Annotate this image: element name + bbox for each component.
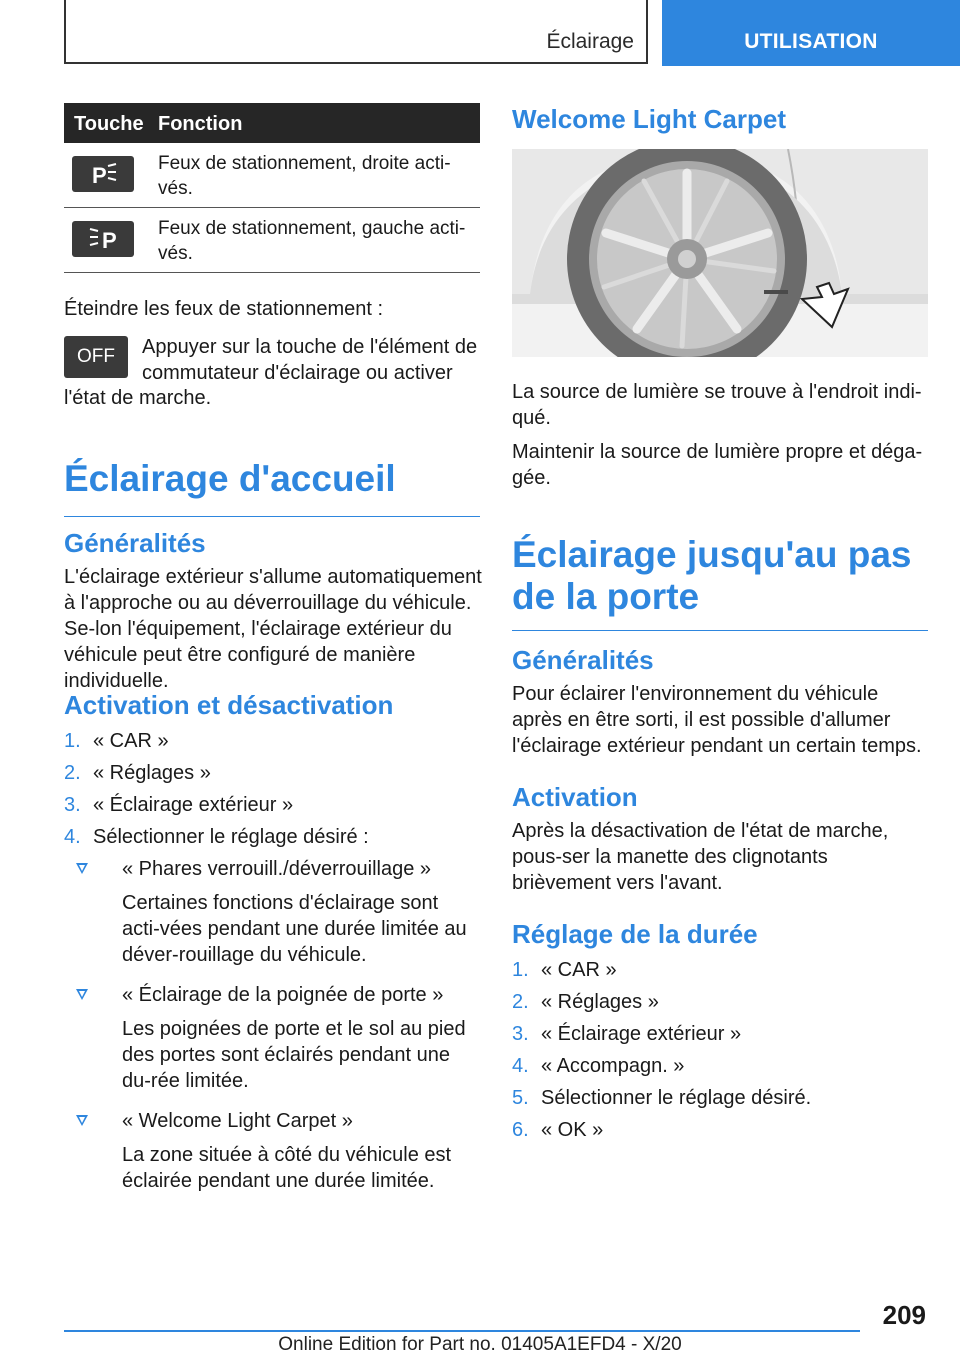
off-text-2: commutateur d'éclairage ou activer <box>142 362 453 384</box>
option-title: « Phares verrouill./déverrouillage » <box>122 858 432 880</box>
subheading-generalites: Généralités <box>64 528 206 558</box>
wlc-text-1: La source de lumière se trouve à l'endroit indi-qué. <box>512 381 922 429</box>
list-item: 5. Sélectionner le réglage désiré. <box>512 1087 812 1109</box>
list-item: 6. « OK » <box>512 1119 604 1141</box>
list-item: 2. « Réglages » <box>64 762 211 784</box>
off-intro: Éteindre les feux de stationnement : <box>64 298 384 320</box>
option-title: « Welcome Light Carpet » <box>122 1110 353 1132</box>
heading-eclairage-accueil: Éclairage d'accueil <box>64 458 396 499</box>
list-item: 4. « Accompagn. » <box>512 1055 685 1077</box>
list-item: 3. « Éclairage extérieur » <box>64 794 294 816</box>
triangle-bullet-icon <box>76 863 88 874</box>
list-item: 2. « Réglages » <box>512 991 659 1013</box>
steps-list-right <box>512 954 928 1146</box>
subheading-generalites-right: Généralités <box>512 645 654 675</box>
page-number: 209 <box>882 1300 926 1330</box>
list-item: 3. « Éclairage extérieur » <box>512 1023 742 1045</box>
options-list <box>64 856 480 1194</box>
option-title: « Éclairage de la poignée de porte » <box>122 984 444 1006</box>
option-item <box>64 982 480 1094</box>
footer-edition: Online Edition for Part no. 01405A1EFD4 - X/20 <box>278 1334 682 1355</box>
triangle-bullet-icon <box>76 989 88 1000</box>
col-function-header: Fonction <box>158 113 243 135</box>
option-desc: Certaines fonctions d'éclairage sont acti-vées pendant une durée limitée au déver-rouillage du véhicule. <box>122 892 467 966</box>
section-title: UTILISATION <box>744 30 878 53</box>
heading-rule <box>512 630 928 631</box>
list-item: 1. « CAR » <box>512 959 617 981</box>
key-function-table <box>64 103 480 273</box>
svg-text:P: P <box>92 163 107 188</box>
subheading-activation: Activation et désactivation <box>64 690 394 720</box>
triangle-bullet-icon <box>76 1115 88 1126</box>
footer-rule <box>64 1330 860 1332</box>
list-item: 4. Sélectionner le réglage désiré : <box>64 826 369 848</box>
table-header <box>64 103 480 143</box>
parking-light-left-icon <box>72 221 134 257</box>
option-desc: La zone située à côté du véhicule est éclairée pendant une durée limitée. <box>122 1144 452 1192</box>
option-item <box>64 1108 480 1194</box>
subheading-reglage-duree: Réglage de la durée <box>512 919 758 949</box>
generalites-text: L'éclairage extérieur s'allume automatiquement à l'approche ou au déverrouillage du véhicule. Se-lon l'équipement, l'éclairage extérieur du véhicule peut être configuré de manière individuelle. <box>64 566 482 692</box>
wlc-text-2: Maintenir la source de lumière propre et déga-gée. <box>512 441 923 489</box>
subheading-welcome-light-carpet: Welcome Light Carpet <box>512 104 787 134</box>
option-desc: Les poignées de porte et le sol au pied des portes sont éclairés pendant une du-rée limitée. <box>122 1018 466 1092</box>
row-function-text: Feux de stationnement, droite acti- vés. <box>158 153 451 199</box>
table-row <box>64 143 480 208</box>
list-item: 1. « CAR » <box>64 730 169 752</box>
svg-text:P: P <box>102 228 117 253</box>
section-doorstep-lighting <box>512 534 928 631</box>
chapter-title: Éclairage <box>546 30 634 53</box>
row-function-text: Feux de stationnement, gauche acti- vés. <box>158 218 466 264</box>
off-text-3: l'état de marche. <box>64 387 212 409</box>
activation-text: Après la désactivation de l'état de marche, pous-ser la manette des clignotants brièvement vers l'avant. <box>512 820 889 894</box>
heading-rule <box>64 516 480 517</box>
off-button-icon: OFF <box>64 336 128 378</box>
parking-light-right-icon <box>72 156 134 192</box>
subheading-activation-right: Activation <box>512 782 638 812</box>
col-key-header: Touche <box>74 113 144 135</box>
heading-eclairage-porte: Éclairage jusqu'au pas de la porte <box>512 534 912 617</box>
section-welcome-lighting <box>64 458 480 517</box>
off-text-1: Appuyer sur la touche de l'élément de <box>142 336 478 358</box>
steps-list-left <box>64 725 480 853</box>
table-row <box>64 208 480 273</box>
option-item <box>64 856 480 968</box>
generalites-right-text: Pour éclairer l'environnement du véhicule après en être sorti, il est possible d'allumer l'éclairage extérieur pendant un certain temps. <box>512 683 922 757</box>
wheel-illustration <box>512 149 928 357</box>
